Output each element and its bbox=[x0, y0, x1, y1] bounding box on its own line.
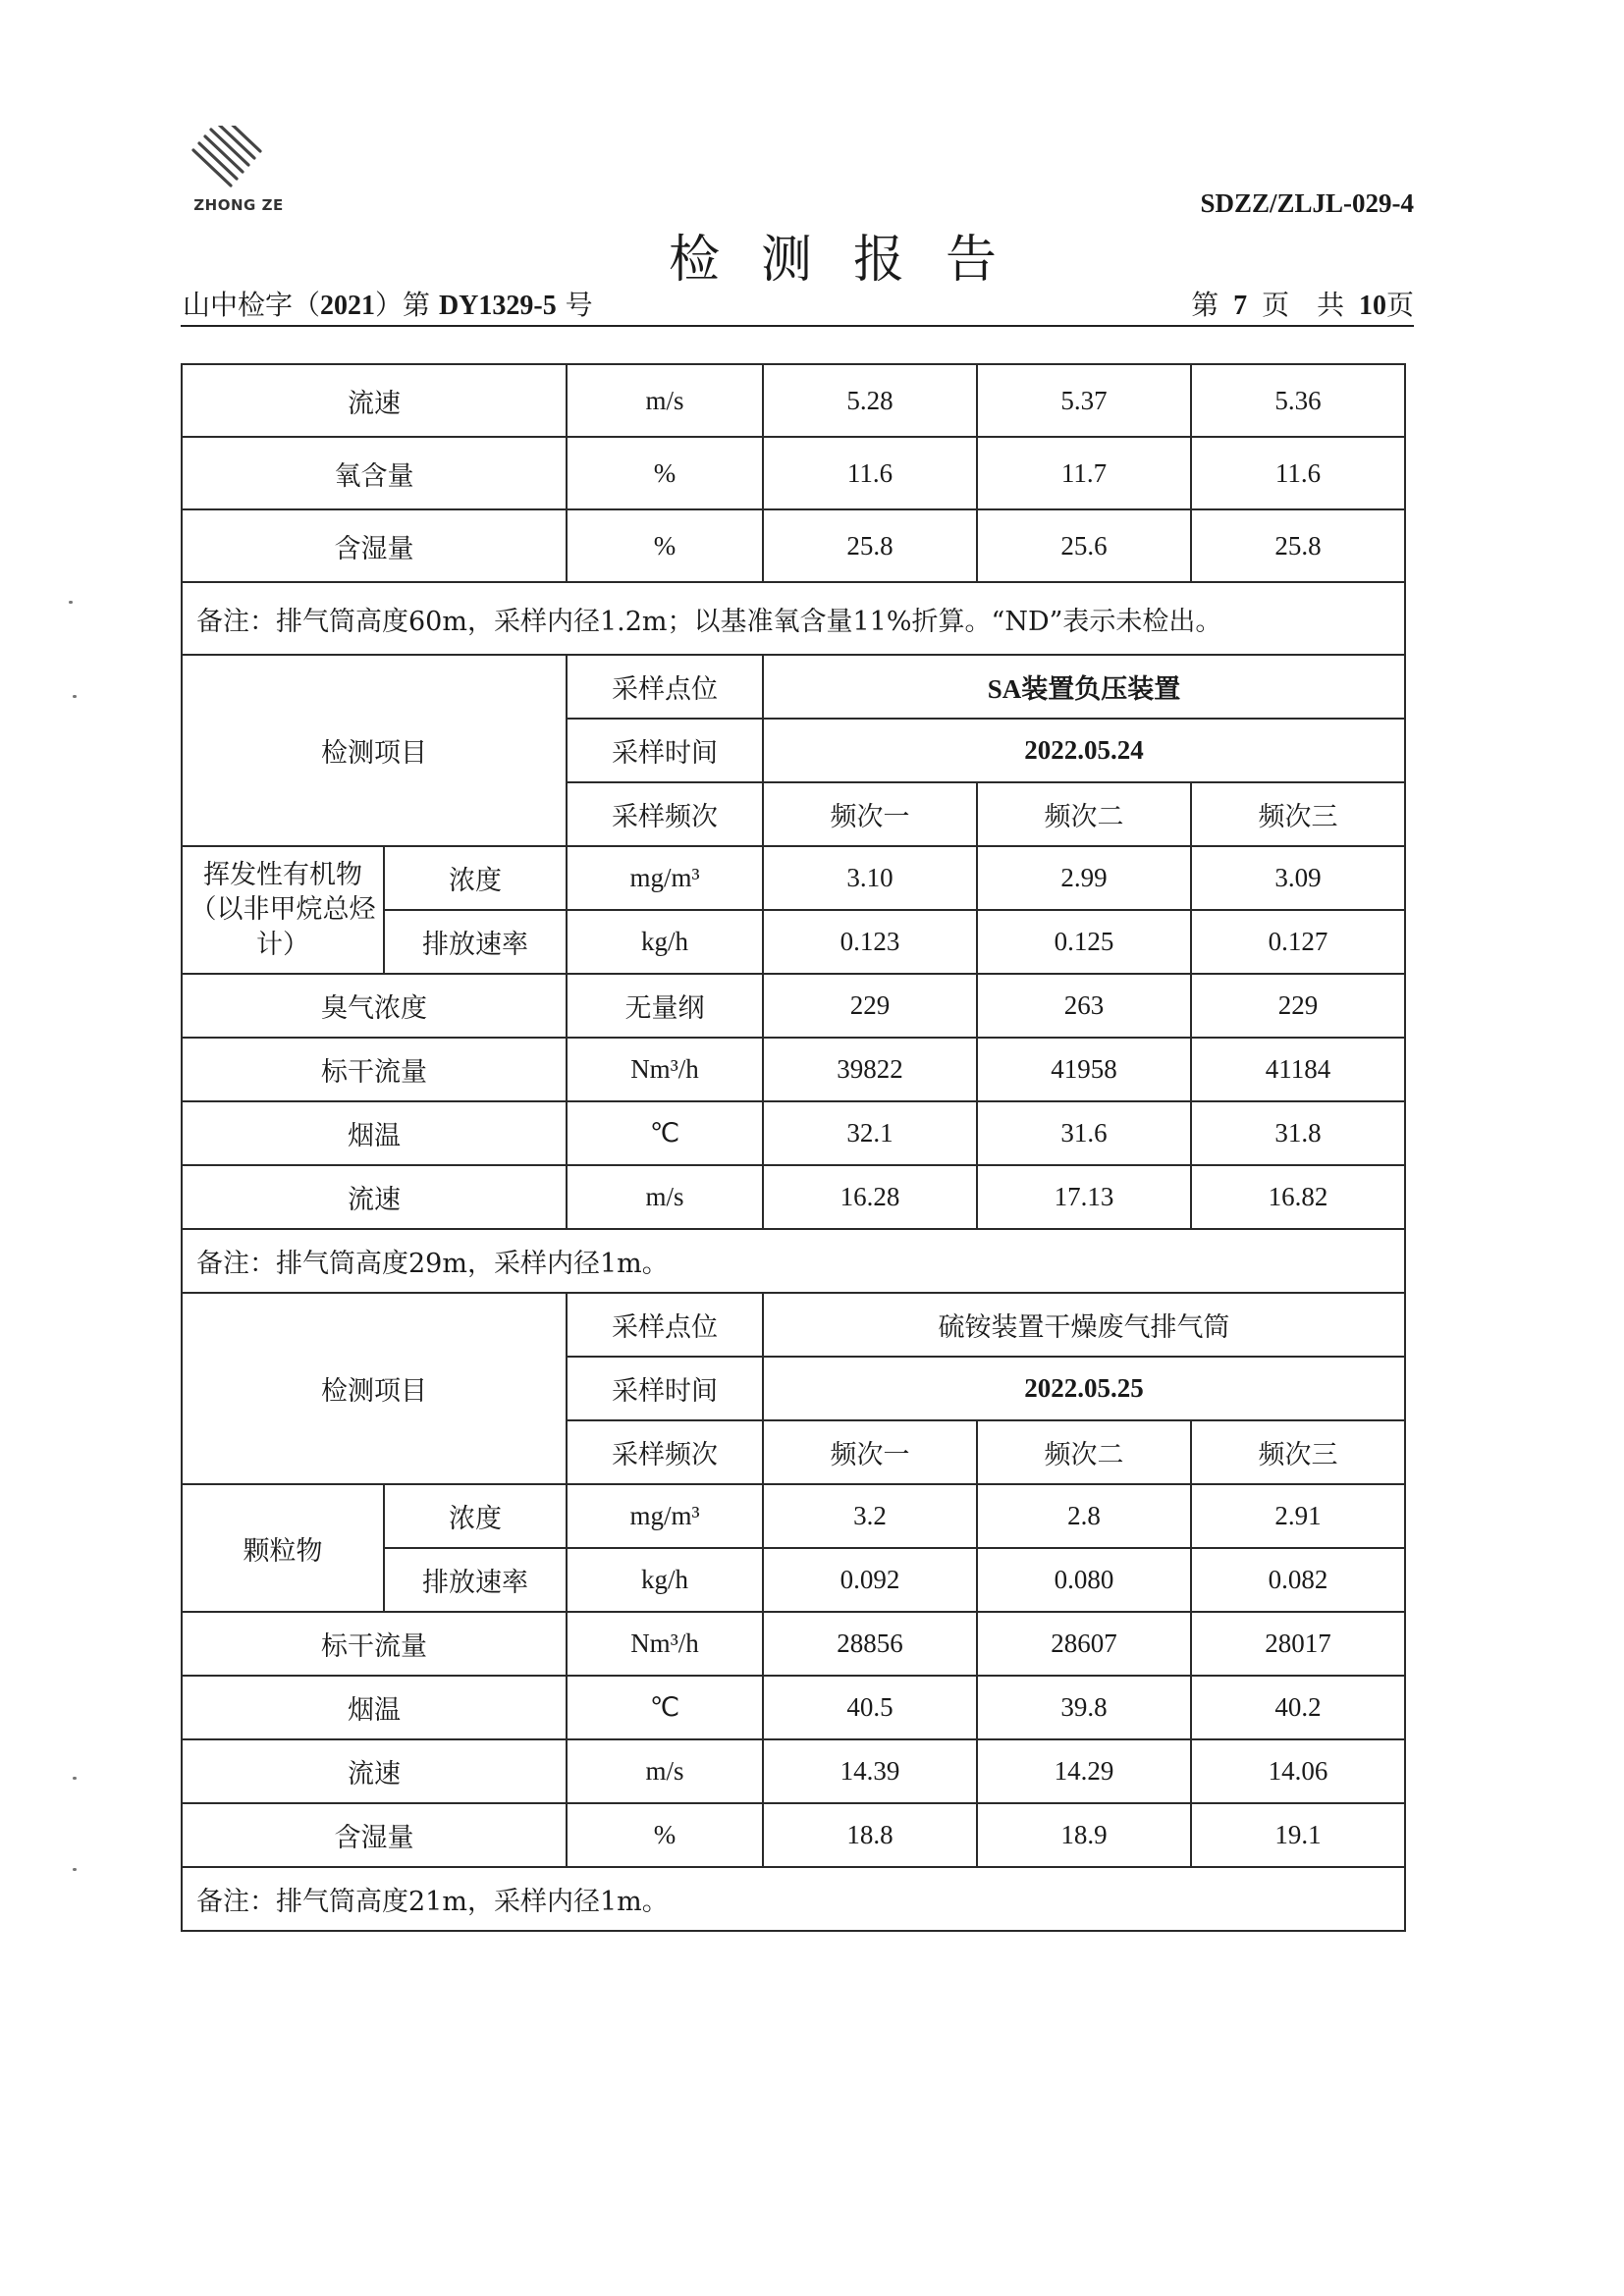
logo-stripes-icon bbox=[191, 126, 280, 194]
table-row bbox=[182, 1867, 1405, 1931]
sub-item-cell: 排放速率 bbox=[384, 910, 567, 974]
label-cell: 采样点位 bbox=[567, 655, 763, 719]
unit-cell: 无量纲 bbox=[567, 974, 763, 1038]
value-cell: 2.99 bbox=[977, 846, 1191, 910]
value-cell: 0.092 bbox=[763, 1548, 977, 1612]
value-cell: 0.123 bbox=[763, 910, 977, 974]
frequency-cell: 频次一 bbox=[763, 782, 977, 846]
value-cell: 14.39 bbox=[763, 1739, 977, 1803]
unit-cell: % bbox=[567, 509, 763, 582]
table-row bbox=[182, 974, 1405, 1038]
scan-speck bbox=[73, 1868, 77, 1871]
group-name-cell: 颗粒物 bbox=[182, 1484, 384, 1612]
label-cell: 采样频次 bbox=[567, 1420, 763, 1484]
value-cell: 5.28 bbox=[763, 364, 977, 437]
unit-cell: ℃ bbox=[567, 1101, 763, 1165]
label-cell: 采样时间 bbox=[567, 1357, 763, 1420]
value-cell: 41184 bbox=[1191, 1038, 1405, 1101]
table-row bbox=[182, 1676, 1405, 1739]
value-cell: 0.080 bbox=[977, 1548, 1191, 1612]
frequency-cell: 频次一 bbox=[763, 1420, 977, 1484]
value-cell: 0.082 bbox=[1191, 1548, 1405, 1612]
report-number: 山中检字（2021）第 DY1329-5 号 bbox=[183, 289, 593, 321]
value-cell: 18.9 bbox=[977, 1803, 1191, 1867]
value-cell: 28856 bbox=[763, 1612, 977, 1676]
unit-cell: kg/h bbox=[567, 910, 763, 974]
value-cell: 40.5 bbox=[763, 1676, 977, 1739]
frequency-cell: 频次三 bbox=[1191, 1420, 1405, 1484]
value-cell: 3.10 bbox=[763, 846, 977, 910]
item-cell: 流速 bbox=[182, 1739, 567, 1803]
value-cell: 263 bbox=[977, 974, 1191, 1038]
scan-speck bbox=[69, 601, 73, 604]
value-cell: 28017 bbox=[1191, 1612, 1405, 1676]
item-header-cell: 检测项目 bbox=[182, 655, 567, 846]
value-cell: 28607 bbox=[977, 1612, 1191, 1676]
page-title: 检测报告 bbox=[668, 231, 1038, 290]
value-cell: 18.8 bbox=[763, 1803, 977, 1867]
table-row bbox=[182, 1038, 1405, 1101]
item-cell: 流速 bbox=[182, 1165, 567, 1229]
value-cell: 39822 bbox=[763, 1038, 977, 1101]
sampling-time-cell: 2022.05.24 bbox=[763, 719, 1405, 782]
value-cell: 5.37 bbox=[977, 364, 1191, 437]
label-cell: 采样时间 bbox=[567, 719, 763, 782]
value-cell: 2.91 bbox=[1191, 1484, 1405, 1548]
unit-cell: Nm³/h bbox=[567, 1038, 763, 1101]
value-cell: 229 bbox=[763, 974, 977, 1038]
table-row bbox=[182, 1293, 1405, 1357]
table-row bbox=[182, 1229, 1405, 1293]
unit-cell: Nm³/h bbox=[567, 1612, 763, 1676]
value-cell: 3.2 bbox=[763, 1484, 977, 1548]
item-cell: 含湿量 bbox=[182, 509, 567, 582]
value-cell: 229 bbox=[1191, 974, 1405, 1038]
label-cell: 采样点位 bbox=[567, 1293, 763, 1357]
value-cell: 16.28 bbox=[763, 1165, 977, 1229]
sub-item-cell: 排放速率 bbox=[384, 1548, 567, 1612]
table-row bbox=[182, 1739, 1405, 1803]
value-cell: 19.1 bbox=[1191, 1803, 1405, 1867]
value-cell: 2.8 bbox=[977, 1484, 1191, 1548]
sub-item-cell: 浓度 bbox=[384, 1484, 567, 1548]
table-row bbox=[182, 1101, 1405, 1165]
scan-speck bbox=[73, 695, 77, 698]
value-cell: 14.29 bbox=[977, 1739, 1191, 1803]
group-name-cell: 挥发性有机物（以非甲烷总烃计） bbox=[182, 846, 384, 974]
logo-text: ZHONG ZE bbox=[193, 196, 284, 214]
value-cell: 41958 bbox=[977, 1038, 1191, 1101]
item-cell: 标干流量 bbox=[182, 1612, 567, 1676]
document-code: SDZZ/ZLJL-029-4 bbox=[1200, 188, 1414, 218]
value-cell: 32.1 bbox=[763, 1101, 977, 1165]
unit-cell: ℃ bbox=[567, 1676, 763, 1739]
value-cell: 40.2 bbox=[1191, 1676, 1405, 1739]
value-cell: 16.82 bbox=[1191, 1165, 1405, 1229]
unit-cell: % bbox=[567, 1803, 763, 1867]
table-row bbox=[182, 364, 1405, 437]
value-cell: 25.8 bbox=[763, 509, 977, 582]
sampling-time-cell: 2022.05.25 bbox=[763, 1357, 1405, 1420]
table-row bbox=[182, 437, 1405, 509]
item-cell: 烟温 bbox=[182, 1676, 567, 1739]
value-cell: 11.7 bbox=[977, 437, 1191, 509]
table-row bbox=[182, 846, 1405, 910]
table-row bbox=[182, 1803, 1405, 1867]
item-cell: 流速 bbox=[182, 364, 567, 437]
value-cell: 0.127 bbox=[1191, 910, 1405, 974]
test-results-table bbox=[181, 363, 1406, 1932]
header-divider bbox=[181, 325, 1414, 327]
unit-cell: m/s bbox=[567, 364, 763, 437]
frequency-cell: 频次三 bbox=[1191, 782, 1405, 846]
value-cell: 14.06 bbox=[1191, 1739, 1405, 1803]
label-cell: 采样频次 bbox=[567, 782, 763, 846]
unit-cell: kg/h bbox=[567, 1548, 763, 1612]
item-cell: 烟温 bbox=[182, 1101, 567, 1165]
value-cell: 5.36 bbox=[1191, 364, 1405, 437]
unit-cell: mg/m³ bbox=[567, 846, 763, 910]
value-cell: 0.125 bbox=[977, 910, 1191, 974]
table-row bbox=[182, 655, 1405, 719]
scan-speck bbox=[73, 1777, 77, 1780]
unit-cell: % bbox=[567, 437, 763, 509]
frequency-cell: 频次二 bbox=[977, 782, 1191, 846]
unit-cell: m/s bbox=[567, 1165, 763, 1229]
item-cell: 标干流量 bbox=[182, 1038, 567, 1101]
item-cell: 氧含量 bbox=[182, 437, 567, 509]
value-cell: 11.6 bbox=[763, 437, 977, 509]
company-logo bbox=[177, 126, 295, 219]
note-cell: 备注：排气筒高度21m，采样内径1m。 bbox=[182, 1867, 1405, 1931]
frequency-cell: 频次二 bbox=[977, 1420, 1191, 1484]
value-cell: 39.8 bbox=[977, 1676, 1191, 1739]
item-cell: 臭气浓度 bbox=[182, 974, 567, 1038]
table-row bbox=[182, 1484, 1405, 1548]
value-cell: 3.09 bbox=[1191, 846, 1405, 910]
table-row bbox=[182, 509, 1405, 582]
value-cell: 25.6 bbox=[977, 509, 1191, 582]
item-header-cell: 检测项目 bbox=[182, 1293, 567, 1484]
value-cell: 17.13 bbox=[977, 1165, 1191, 1229]
value-cell: 31.8 bbox=[1191, 1101, 1405, 1165]
item-cell: 含湿量 bbox=[182, 1803, 567, 1867]
note-cell: 备注：排气筒高度29m，采样内径1m。 bbox=[182, 1229, 1405, 1293]
table-row bbox=[182, 582, 1405, 655]
table-row bbox=[182, 1165, 1405, 1229]
sampling-point-cell: 硫铵装置干燥废气排气筒 bbox=[763, 1293, 1405, 1357]
value-cell: 11.6 bbox=[1191, 437, 1405, 509]
sampling-point-cell: SA装置负压装置 bbox=[763, 655, 1405, 719]
note-cell: 备注：排气筒高度60m，采样内径1.2m；以基准氧含量11%折算。“ND”表示未检出。 bbox=[182, 582, 1405, 655]
value-cell: 25.8 bbox=[1191, 509, 1405, 582]
unit-cell: m/s bbox=[567, 1739, 763, 1803]
page-indicator: 第 7 页 共 10页 bbox=[1191, 289, 1414, 321]
table-row bbox=[182, 1612, 1405, 1676]
value-cell: 31.6 bbox=[977, 1101, 1191, 1165]
unit-cell: mg/m³ bbox=[567, 1484, 763, 1548]
sub-item-cell: 浓度 bbox=[384, 846, 567, 910]
